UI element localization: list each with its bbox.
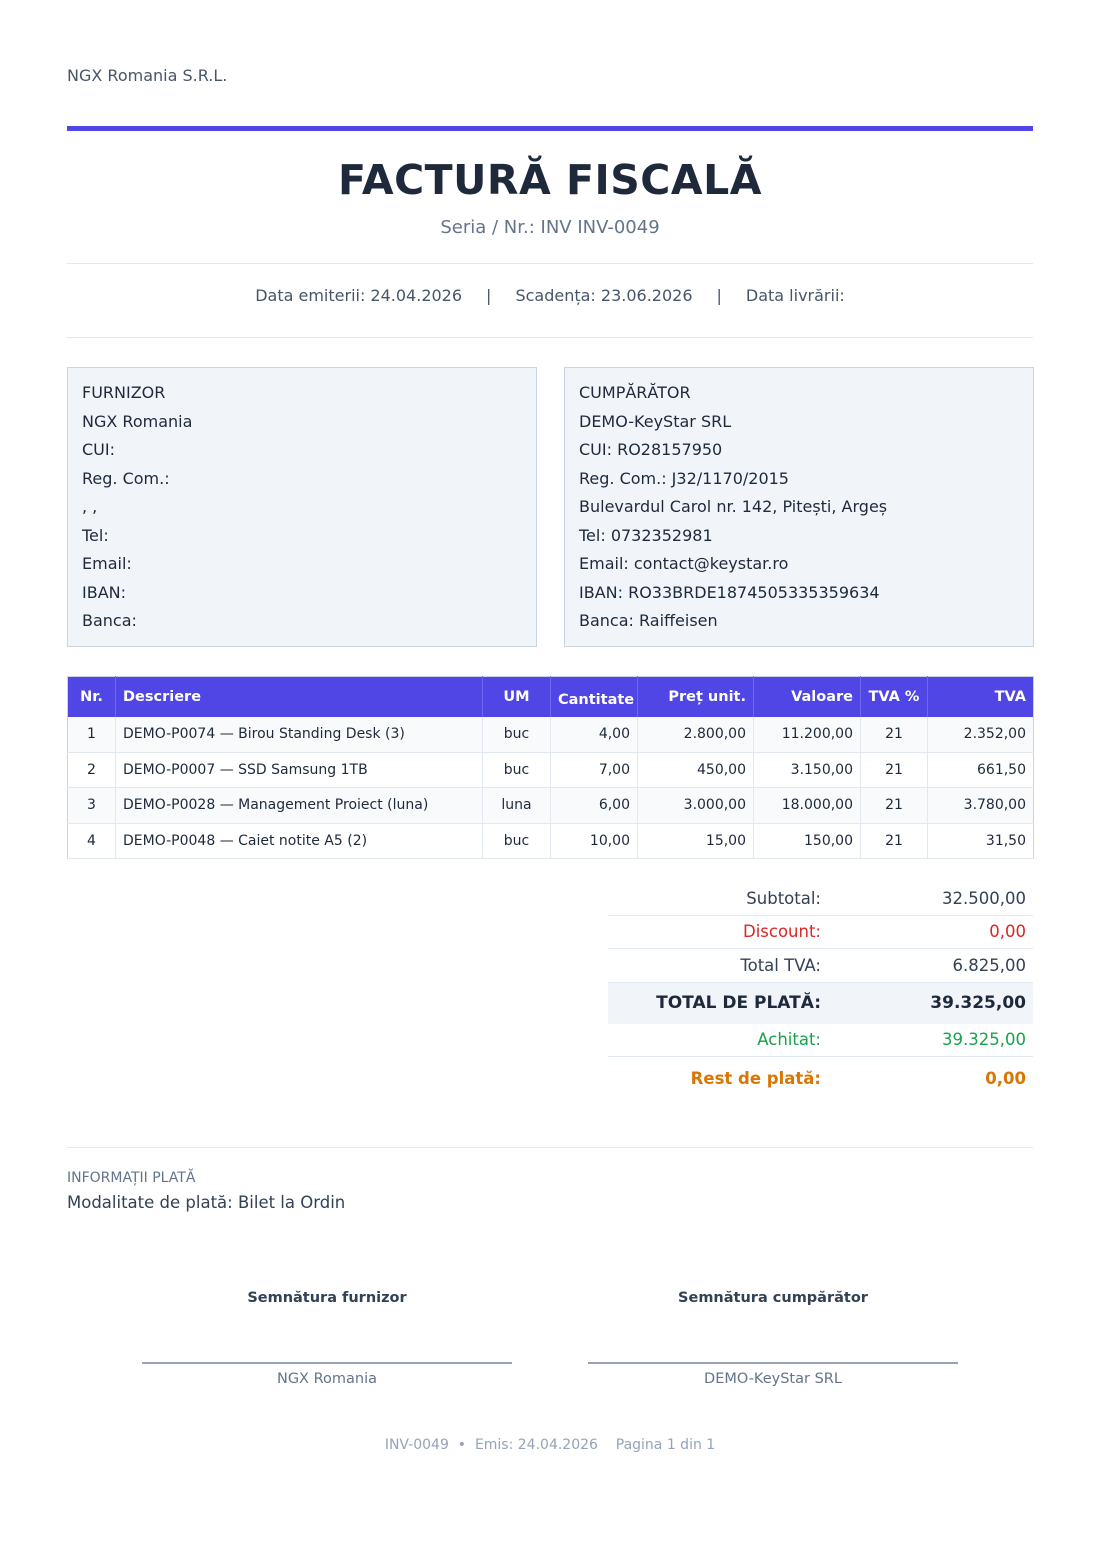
grand-total-label: TOTAL DE PLATĂ: (656, 993, 821, 1013)
supplier-bank: Banca: (82, 611, 137, 630)
buyer-tel: Tel: 0732352981 (579, 525, 713, 545)
col-header-unit-price: Preț unit. (638, 677, 754, 717)
cell-vat: 31,50 (928, 823, 1034, 859)
col-header-value: Valoare (754, 677, 861, 717)
buyer-cui: CUI: RO28157950 (579, 440, 723, 459)
col-header-quantity: Cantitate (551, 677, 638, 717)
items-table (67, 676, 1034, 859)
buyer-signature-title: Semnătura cumpărător (678, 1290, 868, 1306)
rest-value: 0,00 (985, 1068, 1026, 1088)
cell-description: DEMO-P0048 — Caiet notite A5 (2) (116, 823, 483, 859)
cell-vat: 2.352,00 (928, 717, 1034, 753)
buyer-box (564, 367, 1034, 647)
issue-date: Data emiterii: 24.04.2026 (255, 286, 463, 305)
footer-invoice: INV-0049 (384, 1437, 449, 1453)
cell-unit-price: 2.800,00 (638, 717, 754, 753)
accent-bar (67, 126, 1033, 131)
subtotal-row (608, 882, 1033, 916)
cell-nr: 3 (68, 788, 116, 824)
buyer-address: Bulevardul Carol nr. 142, Pitești, Argeș (579, 497, 888, 516)
payment-method: Modalitate de plată: Bilet la Ordin (67, 1193, 346, 1212)
subtotal-label: Subtotal: (746, 888, 821, 908)
col-header-um: UM (483, 677, 551, 717)
divider-top (67, 263, 1033, 264)
due-date: Scadența: 23.06.2026 (515, 286, 693, 305)
divider-payment (67, 1147, 1033, 1148)
cell-quantity: 6,00 (551, 788, 638, 824)
dates-row (0, 286, 1100, 305)
cell-um: buc (483, 717, 551, 753)
table-row (68, 717, 1034, 753)
buyer-name: DEMO-KeyStar SRL (579, 411, 732, 431)
col-header-vat: TVA (928, 677, 1034, 717)
cell-nr: 4 (68, 823, 116, 859)
cell-description: DEMO-P0074 — Birou Standing Desk (3) (116, 717, 483, 753)
supplier-tel: Tel: (82, 525, 109, 545)
cell-vat-percent: 21 (861, 823, 928, 859)
cell-quantity: 10,00 (551, 823, 638, 859)
paid-value: 39.325,00 (942, 1030, 1026, 1050)
supplier-address: , , (82, 497, 98, 516)
supplier-reg: Reg. Com.: (82, 468, 170, 488)
cell-nr: 1 (68, 717, 116, 753)
grand-total-row (608, 983, 1033, 1024)
cell-value: 150,00 (754, 823, 861, 859)
cell-unit-price: 3.000,00 (638, 788, 754, 824)
supplier-signature-name: NGX Romania (276, 1371, 378, 1387)
cell-um: buc (483, 752, 551, 788)
table-row (68, 823, 1034, 859)
cell-value: 3.150,00 (754, 752, 861, 788)
footer-dot: • (457, 1437, 467, 1453)
rest-row (608, 1057, 1033, 1099)
supplier-box (67, 367, 537, 647)
footer-page: Pagina 1 din 1 (615, 1437, 716, 1453)
cell-vat: 661,50 (928, 752, 1034, 788)
supplier-signature-title: Semnătura furnizor (247, 1290, 407, 1306)
buyer-signature-name: DEMO-KeyStar SRL (704, 1371, 842, 1387)
vat-total-row (608, 949, 1033, 983)
cell-unit-price: 15,00 (638, 823, 754, 859)
cell-um: buc (483, 823, 551, 859)
divider-dates (67, 337, 1033, 338)
date-separator: | (716, 286, 722, 305)
paid-row (608, 1024, 1033, 1058)
table-header-row (68, 677, 1034, 717)
cell-vat: 3.780,00 (928, 788, 1034, 824)
document-title: FACTURĂ FISCALĂ (338, 156, 762, 204)
table-row (68, 752, 1034, 788)
buyer-bank: Banca: Raiffeisen (579, 611, 718, 630)
supplier-cui: CUI: (82, 440, 115, 459)
payment-info-title: INFORMAȚII PLATĂ (67, 1170, 196, 1186)
buyer-email: Email: contact@keystar.ro (579, 554, 789, 573)
rest-label: Rest de plată: (690, 1068, 821, 1088)
table-row (68, 788, 1034, 824)
footer-issued: Emis: 24.04.2026 (474, 1437, 598, 1453)
cell-description: DEMO-P0007 — SSD Samsung 1TB (116, 752, 483, 788)
cell-value: 11.200,00 (754, 717, 861, 753)
document-series: Seria / Nr.: INV INV-0049 (440, 217, 660, 238)
buyer-iban: IBAN: RO33BRDE1874505335359634 (579, 582, 880, 602)
supplier-iban: IBAN: (82, 582, 126, 602)
cell-vat-percent: 21 (861, 788, 928, 824)
col-header-nr: Nr. (68, 677, 116, 717)
grand-total-value: 39.325,00 (930, 993, 1026, 1013)
cell-quantity: 7,00 (551, 752, 638, 788)
supplier-name: NGX Romania (82, 411, 193, 431)
totals-block (608, 882, 1033, 1099)
vat-total-value: 6.825,00 (952, 955, 1026, 975)
cell-nr: 2 (68, 752, 116, 788)
supplier-email: Email: (82, 554, 132, 573)
discount-row (608, 916, 1033, 950)
discount-value: 0,00 (989, 922, 1026, 942)
delivery-date: Data livrării: (745, 286, 845, 305)
cell-quantity: 4,00 (551, 717, 638, 753)
buyer-reg: Reg. Com.: J32/1170/2015 (579, 468, 789, 488)
cell-vat-percent: 21 (861, 717, 928, 753)
cell-description: DEMO-P0028 — Management Proiect (luna) (116, 788, 483, 824)
vat-total-label: Total TVA: (740, 955, 821, 975)
date-separator: | (486, 286, 492, 305)
page-footer (0, 1437, 1100, 1453)
company-header: NGX Romania S.R.L. (67, 66, 228, 85)
cell-value: 18.000,00 (754, 788, 861, 824)
supplier-signature-line (142, 1362, 512, 1364)
cell-unit-price: 450,00 (638, 752, 754, 788)
subtotal-value: 32.500,00 (942, 888, 1026, 908)
discount-label: Discount: (743, 922, 821, 942)
col-header-description: Descriere (116, 677, 483, 717)
buyer-signature-line (588, 1362, 958, 1364)
col-header-vat-percent: TVA % (861, 677, 928, 717)
cell-vat-percent: 21 (861, 752, 928, 788)
cell-um: luna (483, 788, 551, 824)
paid-label: Achitat: (757, 1030, 821, 1050)
buyer-heading: CUMPĂRĂTOR (579, 383, 691, 402)
supplier-heading: FURNIZOR (82, 383, 166, 402)
